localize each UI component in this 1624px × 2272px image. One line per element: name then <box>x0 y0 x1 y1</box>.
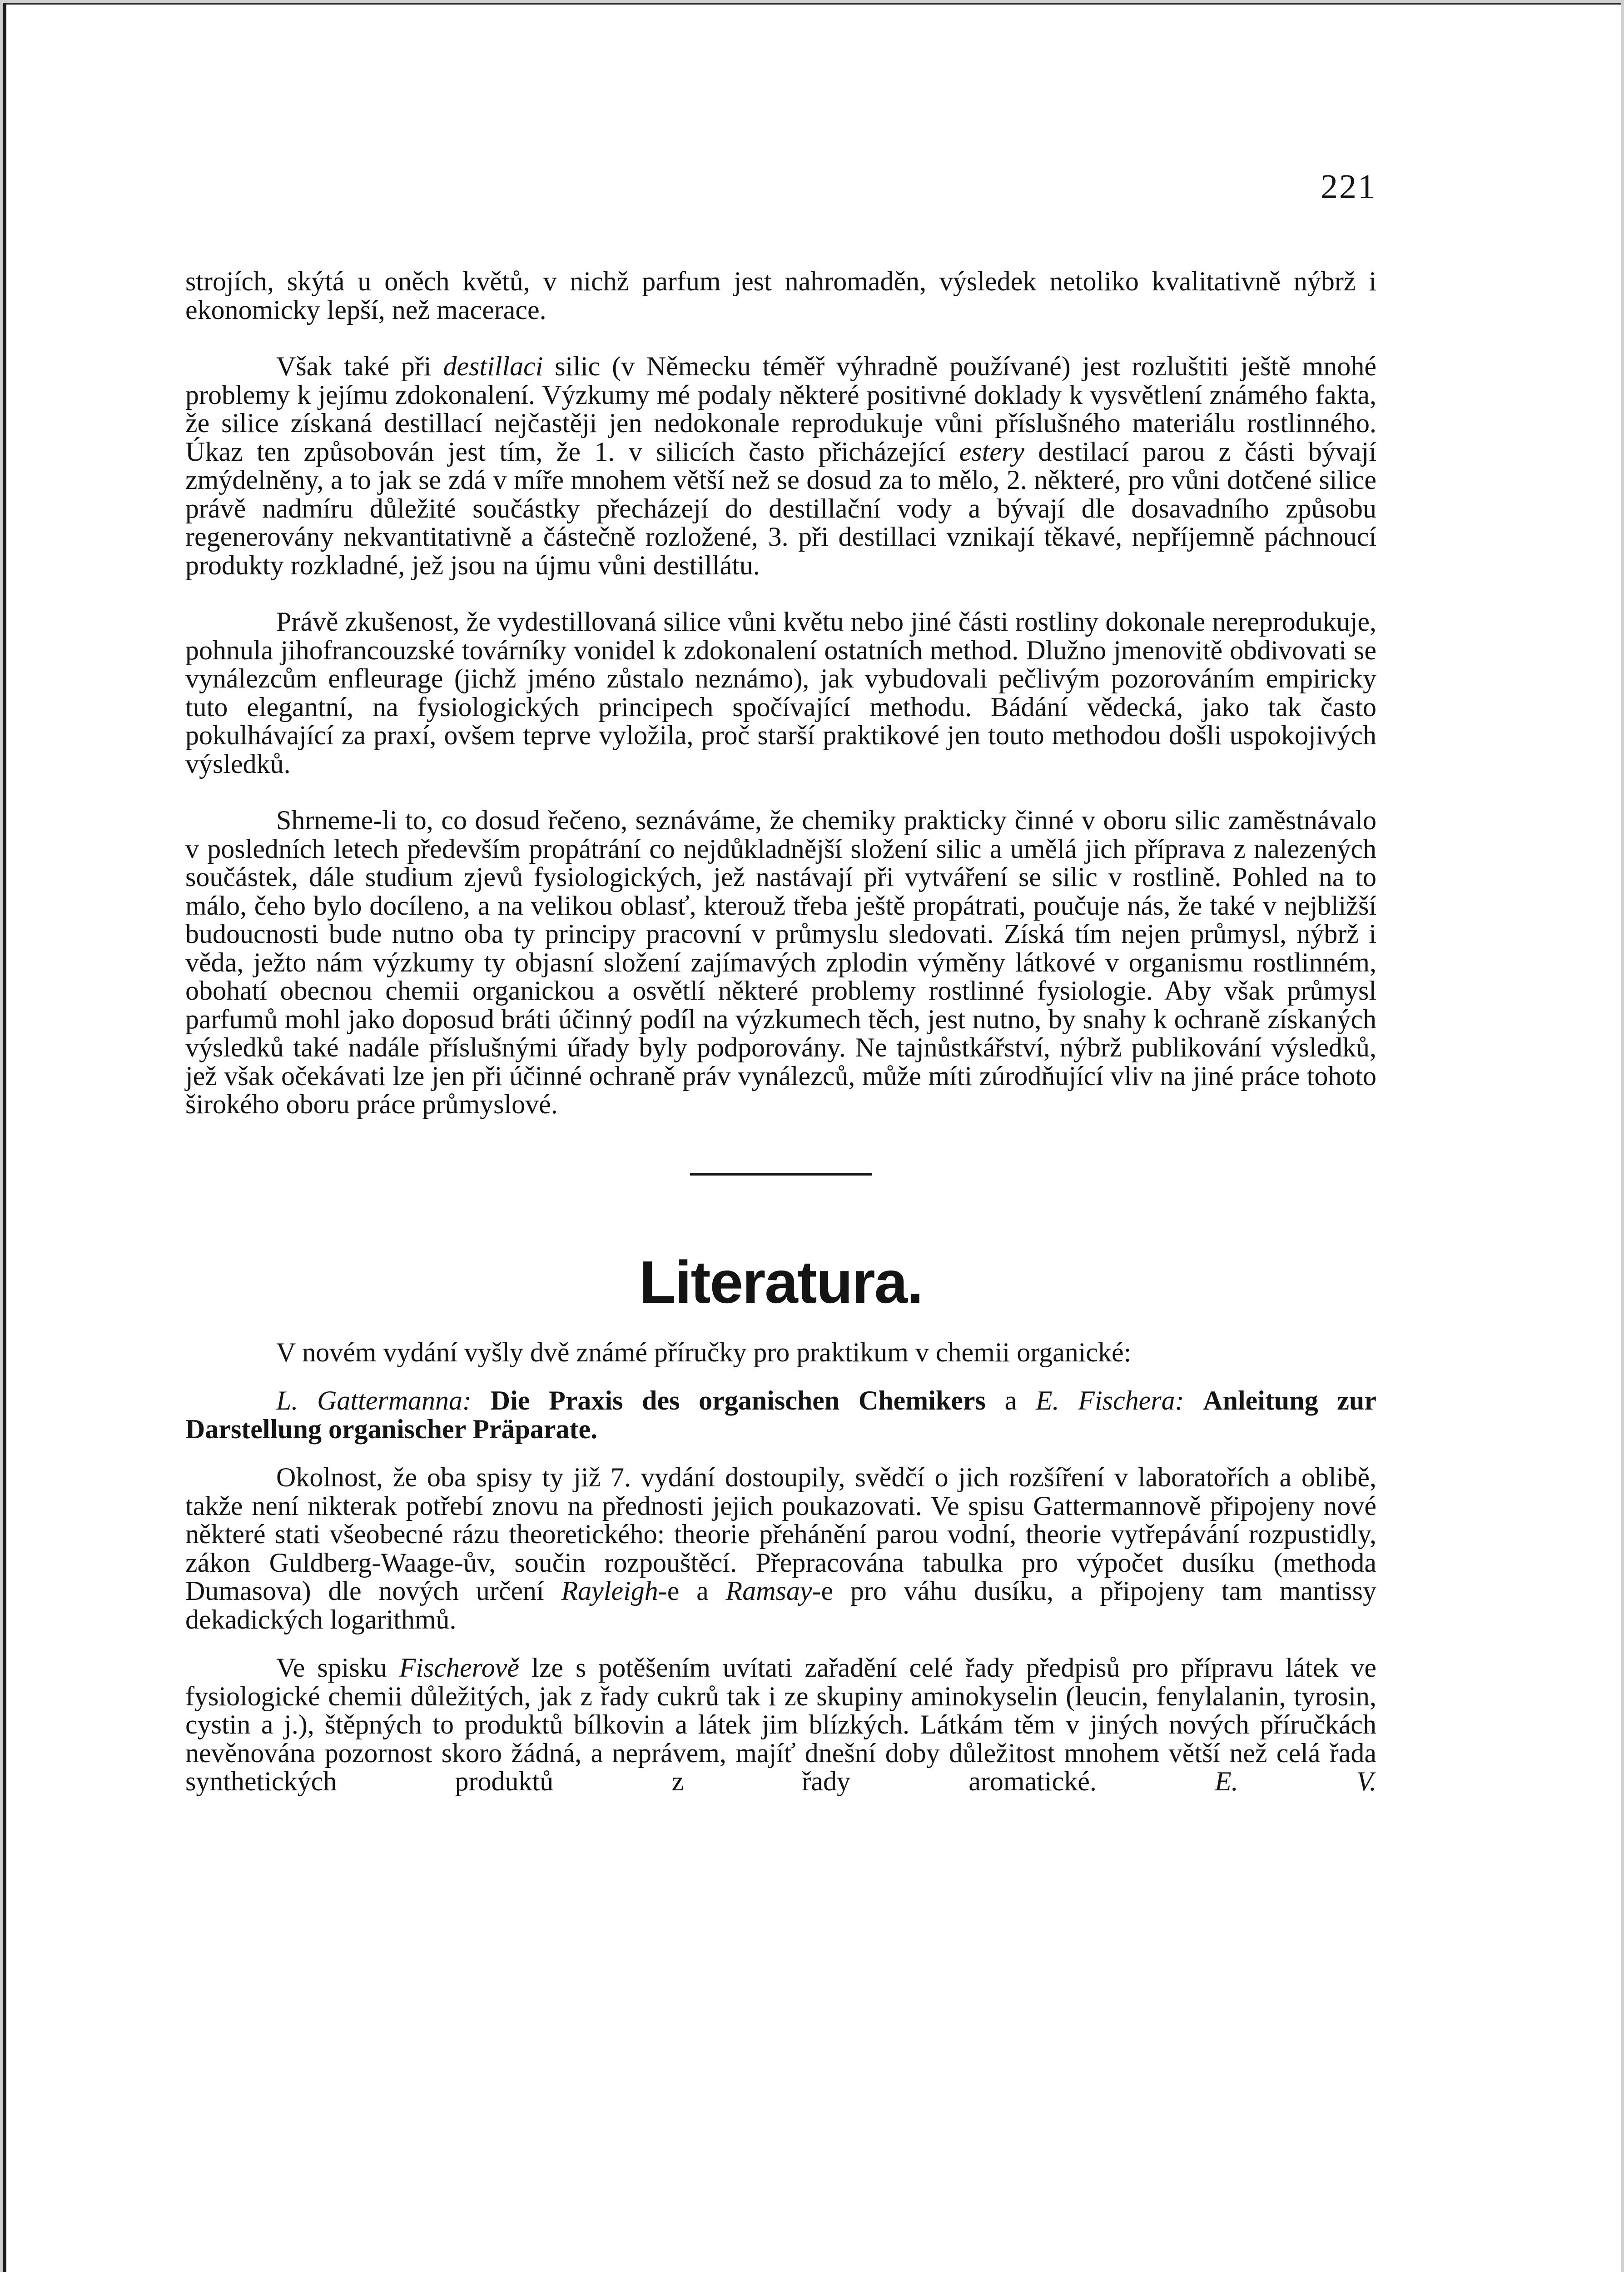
italic-term: Ramsay <box>725 1576 812 1606</box>
text-run: destilací parou z části bývají zmýdelněny, a to jak se zdá v míře mnohem větší než se dosud za to mělo, 2. některé, pro vůni dotčené silice právě nadmíru důležité součástky přecházejí do destillační vody a bývají dle dosavadního způsobu regenerovány nekvantitativně a částečně rozložené, 3. při destillaci vznikají těkavé, nepříjemně páchnoucí produkty rozkladné, jež jsou na újmu vůni destillátu. <box>185 436 1376 580</box>
paragraph-continuation: strojích, skýtá u oněch květů, v nichž parfum jest nahromaděn, výsledek netoliko kvalitativně nýbrž i ekonomicky lepší, než macerace. <box>185 266 1376 325</box>
text-run: silic (v Německu téměř výhradně používané) jest rozluštiti ještě mnohé problemy k jejímu zdokonalení. Výzkumy mé podaly některé positivné doklady k vysvětlení známého fakta, že silice získaná destillací nejčastěji jen nedokonale reprodukuje vůni příslušného materiálu rostlinného. Úkaz ten způsobován jest tím, že 1. v silicích často přicházející <box>185 351 1376 467</box>
literatura-intro: V novém vydání vyšly dvě známé příručky pro praktikum v chemii organické: <box>276 1337 1132 1367</box>
citation-conjunction: a <box>985 1385 1036 1415</box>
reviewer-signature: E. V. <box>1215 1766 1376 1796</box>
text-run: Okolnost, že oba spisy ty již 7. vydání dostoupily, svědčí o jich rozšíření v laboratořích a oblibě, takže není nikterak potřebí znovu na přednosti jejich poukazovati. Ve spisu Gattermannově připojeny nové některé stati všeobecné rázu theoretického: theorie přehánění parou vodní, theorie vytřepávání rozpustidly, zákon Guldberg-Waage-ův, součin rozpouštěcí. Přepracována tabulka pro výpočet dusíku (methoda Dumasova) dle nových určení <box>185 1462 1376 1606</box>
review-paragraph-fischer <box>185 1654 1376 1796</box>
text-run: -e pro váhu dusíku, a připojeny tam mantissy dekadických logarithmů. <box>185 1576 1377 1634</box>
citation-title: Anleitung zur Darstellung organischer Präparate. <box>185 1385 1377 1444</box>
italic-term: estery <box>959 436 1024 467</box>
text-run: lze s potěšením uvítati zařadění celé řady předpisů pro přípravu látek ve fysiologické chemii důležitých, jak z řady cukrů tak i ze skupiny aminokyselin (leucin, fenylalanin, tyrosin, cystin a j.), štěpných to produktů bílkovin a látek jim blízkých. Látkám těm v jiných nových příručkách nevěnována pozornost skoro žádná, a neprávem, majíť dnešní doby důležitost mnohem větší než celá řada synthetických produktů z řady aromatické. <box>185 1653 1376 1796</box>
paragraph-enfleurage: Právě zkušenost, že vydestillovaná silice vůni květu nebo jiné části rostliny dokonale nereprodukuje, pohnula jihofrancouzské továrníky vonidel k zdokonalení ostatních method. Dlužno jmenovitě obdivovati se vynálezcům enfleurage (jichž jméno zůstalo neznámo), jak vybudovali pečlivým pozorováním empiricky tuto elegantní, na fysiologických principech spočívající methodu. Bádání vědecká, jako tak často pokulhávající za praxí, ovšem teprve vyložila, proč starší praktikové jen touto methodou došli uspokojivých výsledků. <box>185 607 1376 779</box>
review-paragraph-gattermann <box>185 1463 1376 1634</box>
page-body <box>185 267 1376 1796</box>
scan-top-edge <box>0 0 1624 5</box>
citation-title: Die Praxis des organischen Chemikers <box>490 1385 986 1415</box>
text-run: -e a <box>658 1576 726 1606</box>
book-citation <box>185 1386 1376 1443</box>
italic-term: Fischerově <box>399 1653 520 1683</box>
section-heading-literatura: Literatura. <box>639 1248 923 1315</box>
page-number: 221 <box>1321 168 1376 206</box>
citation-author: E. Fischera: <box>1035 1385 1184 1415</box>
italic-term: destillaci <box>443 351 543 381</box>
scan-left-edge <box>0 0 6 2272</box>
citation-author: L. Gattermanna: <box>276 1385 472 1415</box>
paragraph-destillation <box>185 352 1376 579</box>
paragraph-summary: Shrneme-li to, co dosud řečeno, seznáváme, že chemiky prakticky činné v oboru silic zaměstnávalo v posledních letech především propátrání co nejdůkladnější složení silic a umělá jich příprava z nalezených součástek, dále studium zjevů fysiologických, jež nastávají při vytváření se silic v rostlině. Pohled na to málo, čeho bylo docíleno, a na velikou oblasť, kterouž třeba ještě propátrati, poučuje nás, že také v nejbližší budoucnosti bude nutno oba ty principy pracovní v průmyslu sledovati. Získá tím nejen průmysl, nýbrž i věda, ježto nám výzkumy ty objasní složení zajímavých zplodin výměny látkové v organismu rostlinném, obohatí obecnou chemii organickou a osvětlí některé problemy rostlinné fysiologie. Aby však průmysl parfumů mohl jako doposud bráti účinný podíl na výzkumech těch, jest nutno, by snahy k ochraně získaných výsledků také nadále příslušnými úřady byly podporovány. Ne tajnůstkářství, nýbrž publikování výsledků, jež však očekávati lze jen při účinné ochraně práv vynálezců, může míti zúrodňující vliv na jiné práce tohoto širokého oboru práce průmyslové. <box>185 805 1376 1119</box>
section-divider <box>690 1173 872 1176</box>
text-run: Ve spisku <box>276 1653 399 1683</box>
italic-term: Rayleigh <box>561 1576 658 1606</box>
text-run: Však také při <box>276 351 443 381</box>
